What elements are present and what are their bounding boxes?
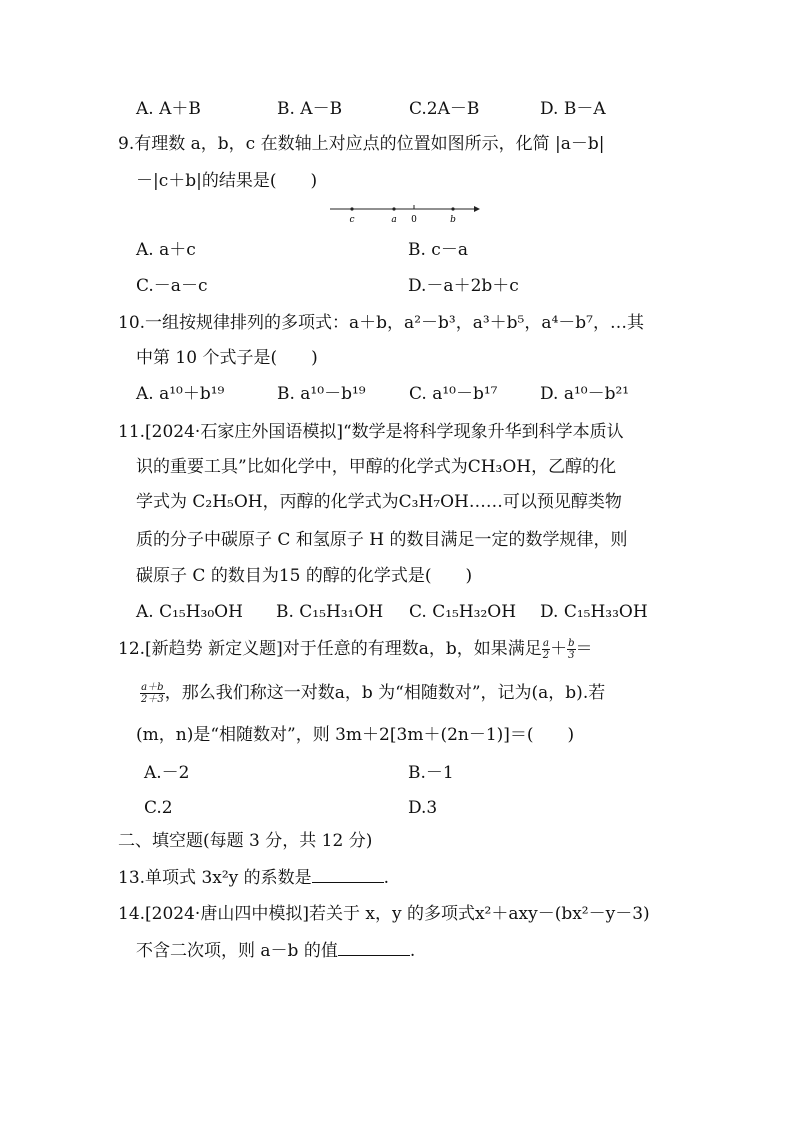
q12-equals: ＝ bbox=[575, 639, 593, 659]
frac3-numerator: a＋b bbox=[141, 682, 164, 693]
q12-stem-prefix: 12.[新趋势 新定义题]对于任意的有理数a，b，如果满足 bbox=[118, 639, 542, 659]
q12-stem-line1 bbox=[118, 638, 593, 661]
q11-stem-line3: 学式为 C₂H₅OH，丙醇的化学式为C₃H₇OH……可以预见醇类物 bbox=[136, 492, 622, 512]
q12-stem-line2 bbox=[140, 682, 605, 705]
axis-label-a: a bbox=[391, 215, 397, 225]
q14-stem-line1: 14.[2024·唐山四中模拟]若关于 x，y 的多项式x²＋axy－(bx²－y－3) bbox=[118, 904, 650, 924]
q12-option-d: D.3 bbox=[408, 798, 438, 818]
fraction-b-over-3 bbox=[567, 638, 575, 661]
q9-option-c: C.－a－c bbox=[136, 276, 208, 296]
q10-option-c: C. a¹⁰－b¹⁷ bbox=[409, 384, 498, 404]
fraction-sum bbox=[140, 682, 165, 705]
axis-label-zero: 0 bbox=[411, 215, 417, 225]
q9-option-b: B. c－a bbox=[408, 240, 468, 260]
q11-stem-line2: 识的重要工具”比如化学中，甲醇的化学式为CH₃OH，乙醇的化 bbox=[136, 457, 617, 477]
q9-option-a: A. a＋c bbox=[136, 240, 196, 260]
q10-option-b: B. a¹⁰－b¹⁹ bbox=[277, 384, 366, 404]
q8-option-c: C.2A－B bbox=[409, 99, 480, 119]
frac2-denominator: 3 bbox=[568, 650, 575, 661]
q12-stem-line3: (m，n)是“相随数对”，则 3m＋2[3m＋(2n－1)]＝( ) bbox=[136, 725, 575, 745]
q11-stem-line4: 质的分子中碳原子 C 和氢原子 H 的数目满足一定的数学规律，则 bbox=[136, 530, 628, 550]
q11-option-b: B. C₁₅H₃₁OH bbox=[276, 602, 384, 622]
q11-stem-line5: 碳原子 C 的数目为15 的醇的化学式是( ) bbox=[136, 566, 473, 586]
axis-label-b: b bbox=[450, 215, 456, 225]
q14-stem-line2 bbox=[136, 939, 415, 962]
frac3-denominator: 2＋3 bbox=[141, 694, 164, 705]
q12-option-a: A.－2 bbox=[144, 763, 190, 783]
q8-option-d: D. B－A bbox=[540, 99, 606, 119]
q11-stem-line1: 11.[2024·石家庄外国语模拟]“数学是将科学现象升华到科学本质认 bbox=[118, 422, 624, 442]
q12-option-c: C.2 bbox=[144, 798, 173, 818]
q11-option-c: C. C₁₅H₃₂OH bbox=[409, 602, 517, 622]
q10-option-d: D. a¹⁰－b²¹ bbox=[540, 384, 630, 404]
q14-text: 不含二次项，则 a－b 的值 bbox=[136, 941, 338, 961]
q14-answer-blank[interactable] bbox=[338, 939, 410, 956]
q9-stem-line1: 9.有理数 a，b，c 在数轴上对应点的位置如图所示，化简 |a－b| bbox=[118, 134, 605, 154]
frac1-denominator: 2 bbox=[542, 650, 550, 661]
q13-answer-blank[interactable] bbox=[312, 866, 384, 883]
frac2-numerator: b bbox=[568, 638, 575, 649]
q9-option-d: D.－a＋2b＋c bbox=[408, 276, 519, 296]
section-heading-fill-in: 二、填空题(每题 3 分，共 12 分) bbox=[118, 831, 373, 851]
q10-option-a: A. a¹⁰＋b¹⁹ bbox=[136, 384, 225, 404]
q11-option-d: D. C₁₅H₃₃OH bbox=[540, 602, 648, 622]
q12-plus: ＋ bbox=[550, 639, 568, 659]
q13-stem bbox=[118, 866, 389, 889]
frac1-numerator: a bbox=[542, 638, 549, 649]
q8-option-a: A. A＋B bbox=[136, 99, 201, 119]
q11-option-a: A. C₁₅H₃₀OH bbox=[136, 602, 243, 622]
q9-stem-line2: －|c＋b|的结果是( ) bbox=[136, 171, 318, 191]
q10-stem-line1: 10.一组按规律排列的多项式：a＋b，a²－b³，a³＋b⁵，a⁴－b⁷，…其 bbox=[118, 313, 644, 333]
q10-stem-line2: 中第 10 个式子是( ) bbox=[136, 348, 318, 368]
q8-option-b: B. A－B bbox=[277, 99, 343, 119]
q12-option-b: B.－1 bbox=[408, 763, 454, 783]
q13-text: 13.单项式 3x²y 的系数是 bbox=[118, 868, 312, 888]
q13-period: . bbox=[383, 868, 390, 888]
number-line-figure bbox=[330, 200, 490, 226]
q14-period: . bbox=[409, 941, 416, 961]
q12-stem-suffix: ，那么我们称这一对数a，b 为“相随数对”，记为(a，b).若 bbox=[164, 683, 606, 703]
fraction-a-over-2 bbox=[542, 638, 550, 661]
axis-label-c: c bbox=[349, 215, 355, 225]
